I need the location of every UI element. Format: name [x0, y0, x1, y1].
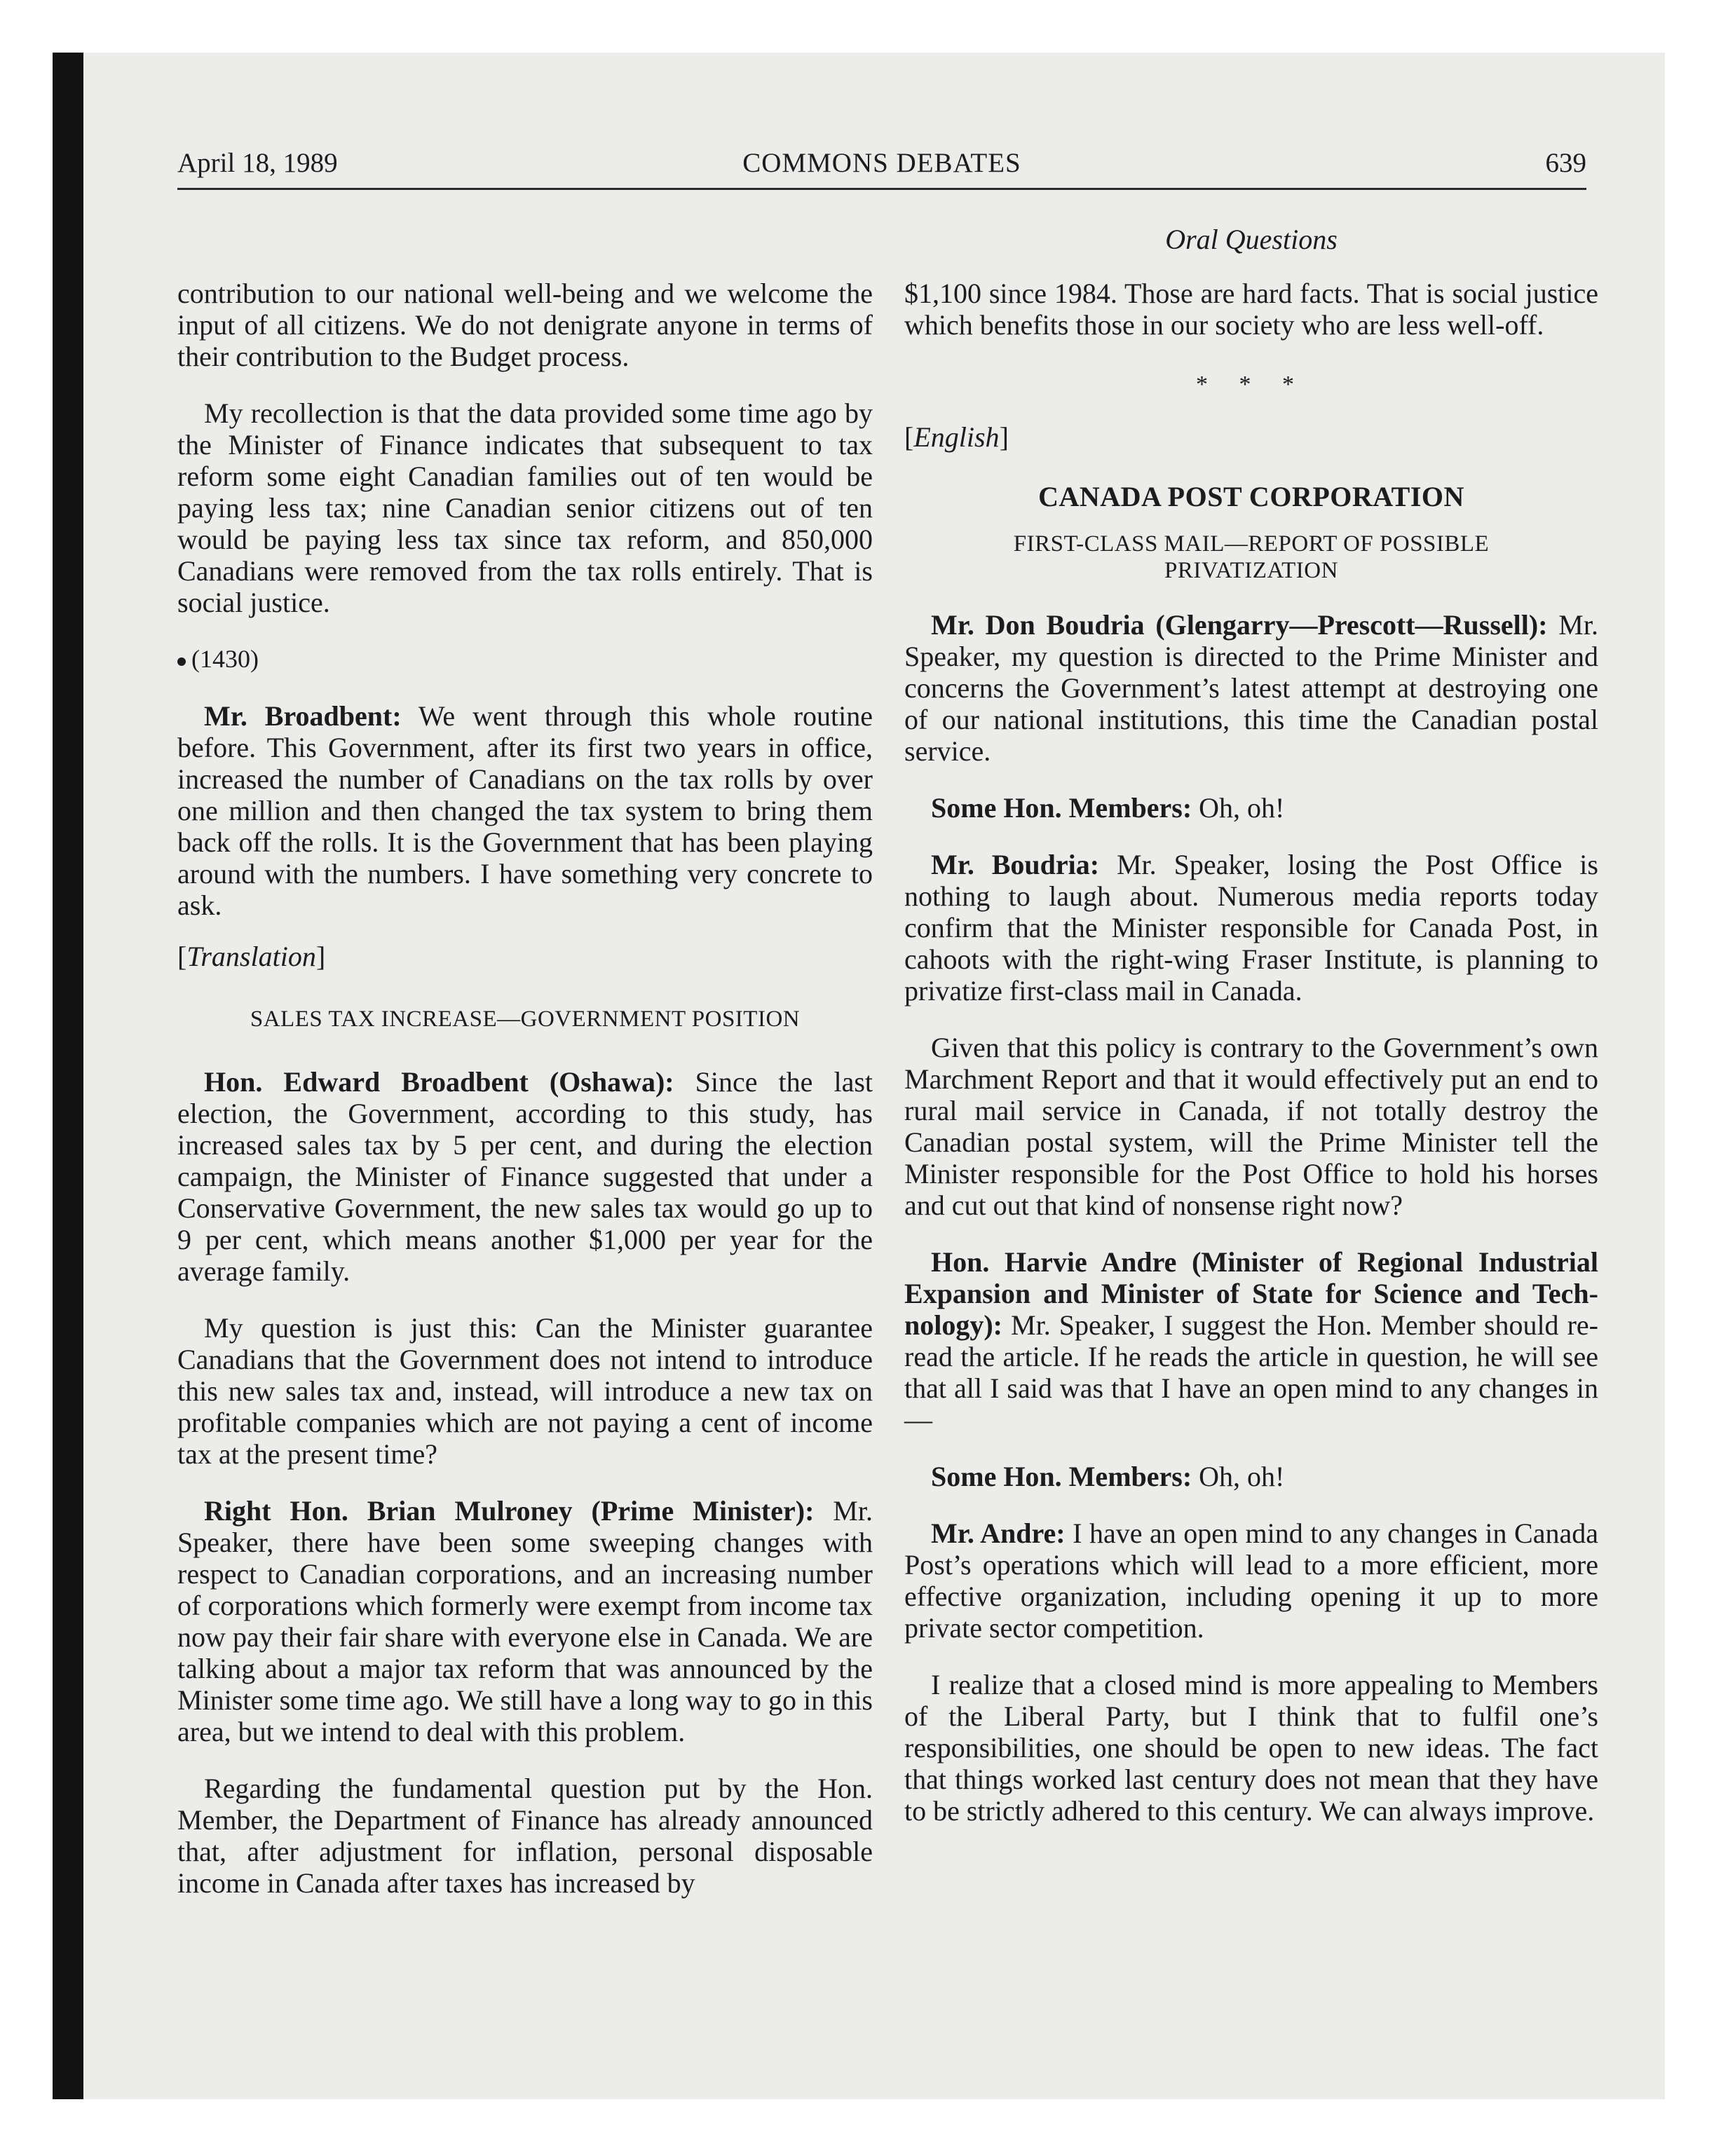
paragraph: $1,100 since 1984. Those are hard facts. That is social justice which benefits those in our society who are less well-off.	[904, 278, 1598, 341]
speech-text: Oh, oh!	[1192, 1461, 1285, 1492]
paragraph: Regarding the fundamental question put by the Hon. Member, the Department of Finance has already announced that, after adjustment for inflation, personal disposable income in Canada after taxes has increased by	[177, 1773, 873, 1899]
speech-text: Oh, oh!	[1192, 792, 1285, 824]
section-label: Oral Questions	[1165, 224, 1338, 255]
speech-paragraph	[177, 700, 873, 921]
speaker-name: Some Hon. Members:	[931, 1461, 1192, 1492]
timestamp	[177, 643, 873, 675]
paragraph: contribution to our national well-being and we welcome the input of all citizens. We do not denigrate anyone in terms of their contribution to the Budget process.	[177, 278, 873, 372]
speaker-name: Some Hon. Members:	[931, 792, 1192, 824]
language-marker: [Translation]	[177, 941, 326, 972]
speech-paragraph	[904, 1246, 1598, 1435]
speech-text: Mr. Speaker, losing the Post Office is nothing to laugh about. Numerous media reports today confirm that the Minister responsible for Canada Post, in cahoots with the right-wing Fraser Institute, is planning to privatize first-class mail in Canada.	[904, 849, 1598, 1007]
subject-subheading: FIRST-CLASS MAIL—REPORT OF POSSIBLE PRIVATIZATION	[1013, 531, 1490, 583]
language-label: Translation	[186, 941, 316, 972]
speech-paragraph	[904, 609, 1598, 767]
section-heading: CANADA POST CORPORATION	[1038, 481, 1464, 512]
paragraph: My question is just this: Can the Minister guarantee Canadians that the Government does not intend to introduce this new sales tax and, instead, will introduce a new tax on profitable companies which are not paying a cent of income tax at the present time?	[177, 1312, 873, 1470]
speech-text: Mr. Speaker, I suggest the Hon. Member should re-read the article. If he reads the article in question, he will see that all I said was that I have an open mind to any changes in—	[904, 1309, 1598, 1435]
speaker-name: Hon. Edward Broadbent (Oshawa):	[204, 1066, 674, 1098]
right-column	[904, 278, 1598, 1827]
speech-paragraph	[904, 792, 1598, 824]
speaker-name: Mr. Boudria:	[931, 849, 1100, 880]
left-column	[177, 278, 873, 1899]
speech-paragraph	[177, 1495, 873, 1747]
speech-paragraph	[904, 1517, 1598, 1644]
header-date: April 18, 1989	[177, 148, 338, 178]
page-number: 639	[1545, 148, 1586, 178]
language-label: English	[913, 421, 1000, 453]
scan-edge-shadow	[53, 53, 83, 2099]
language-marker: [English]	[904, 421, 1009, 453]
speaker-name: Mr. Broadbent:	[204, 700, 402, 732]
bullet-icon	[177, 657, 186, 666]
speech-text: Mr. Speaker, my question is directed to the Prime Minister and concerns the Government’s latest attempt at destroying one of our national institutions, this time the Canadian postal service.	[904, 609, 1598, 767]
subject-subheading: SALES TAX INCREASE—GOVERNMENT POSITION	[250, 1007, 801, 1032]
speech-text: We went through this whole routine before. This Government, after its first two years in office, increased the number of Canadians on the tax rolls by over one million and then changed the tax system to bring them back off the rolls. It is the Government that has been playing around with the numbers. I have something very concrete to ask.	[177, 700, 873, 921]
paragraph: I realize that a closed mind is more appealing to Members of the Liberal Party, but I think that to fulfil one’s responsibilities, one should be open to new ideas. The fact that things worked last century does not mean that they have to be strictly adhered to this century. We can always improve.	[904, 1669, 1598, 1827]
speaker-name: Mr. Don Boudria (Glengarry—Prescott—Russell):	[931, 609, 1548, 641]
speech-text: Since the last election, the Government, according to this study, has increased sales tax by 5 per cent, and during the election campaign, the Minister of Finance suggested that under a Conservative Government, the new sales tax would go up to 9 per cent, which means another $1,000 per year for the average family.	[177, 1066, 873, 1287]
speech-text: Mr. Speaker, there have been some sweeping changes with respect to Canadian corporations, and an increasing number of corporations which formerly were exempt from income tax now pay their fair share with everyone else in Canada. We are talking about a major tax reform that was announced by the Minister some time ago. We still have a long way to go in this area, but we intend to deal with this problem.	[177, 1495, 873, 1747]
speech-paragraph	[904, 849, 1598, 1007]
paragraph: My recollection is that the data provided some time ago by the Minister of Finance indicates that subsequent to tax reform some eight Canadian families out of ten would be paying less tax; nine Canadian senior citizens out of ten would be paying less tax since tax reform, and 850,000 Canadians were removed from the tax rolls entirely. That is social justice.	[177, 397, 873, 618]
header-title: COMMONS DEBATES	[742, 148, 1021, 178]
speaker-name: Hon. Harvie Andre (Minister of Regional Industrial Expansion and Minister of State for Science and Technology):	[904, 1246, 1598, 1341]
timestamp-text: (1430)	[191, 645, 259, 673]
section-separator: * * *	[1196, 371, 1307, 397]
speech-paragraph	[177, 1066, 873, 1287]
page-header	[177, 143, 1586, 190]
speaker-name: Right Hon. Brian Mulroney (Prime Minister):	[204, 1495, 815, 1527]
speech-text: I have an open mind to any changes in Canada Post’s operations which will lead to a more efficient, more effective organization, including opening it up to more private sector competition.	[904, 1517, 1598, 1644]
speech-paragraph	[904, 1461, 1598, 1492]
paragraph: Given that this policy is contrary to the Government’s own Marchment Report and that it would effectively put an end to rural mail service in Canada, if not totally destroy the Canadian postal system, will the Prime Minister tell the Minister responsible for the Post Office to hold his horses and cut out that kind of nonsense right now?	[904, 1032, 1598, 1221]
speaker-name: Mr. Andre:	[931, 1517, 1066, 1549]
